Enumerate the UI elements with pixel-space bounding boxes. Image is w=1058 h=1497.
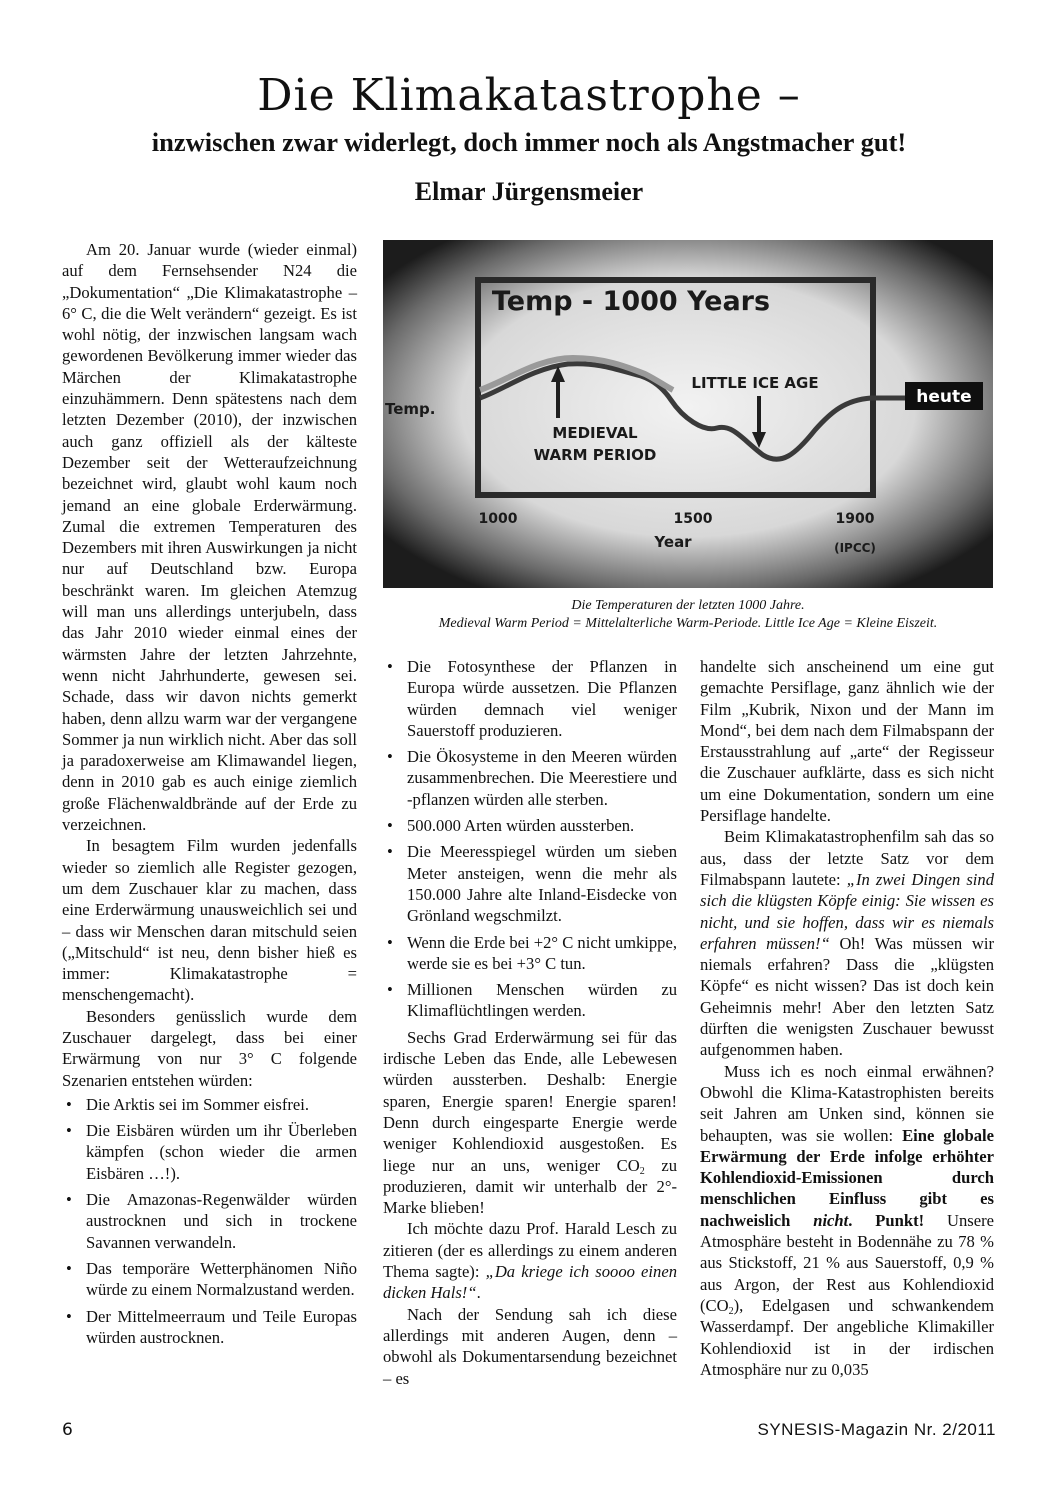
text-run: Beim Klimakatastrophenfilm sah das so aus, dass der letzte Satz vor dem Filmabspann lautete: [700, 827, 994, 889]
list-item: • Das temporäre Wetterphänomen Niño würde zu einem Normalzustand werden. [62, 1258, 357, 1301]
middle-paragraph-2 [383, 1218, 677, 1303]
quote: „In zwei Dingen sind sich die klügsten Köpfe einig: Sie wissen es nicht, und sie hoffen, dass wir es niemals erfahren müssen!“ [700, 869, 994, 953]
list-item: • Wenn die Erde bei +2° C nicht umkippe, werde sie es bei +3° C tun. [383, 932, 677, 975]
caption-line-1: Die Temperaturen der letzten 1000 Jahre. [571, 598, 805, 613]
left-paragraph-1: Am 20. Januar wurde (wieder einmal) auf dem Fernsehsender N24 die „Dokumentation“ „Die Klimakatastrophe – 6° C, die die Welt verändern“ gezeigt. Es ist wohl nötig, der inzwischen langsam wach gewordenen Bevölkerung immer wieder das Märchen der Klimakatastrophe einzuhämmern. Denn spätestens nach dem letzten Dezember (2010), der inzwischen auch ganz offiziell als der kälteste Dezember seit der Wetteraufzeichnung bezeichnet wird, glaubt wohl kaum noch jemand an eine globale Erderwärmung. Zumal die extremen Temperaturen des Dezembers mit ihren Auswirkungen ja nicht nur auf Deutschland bzw. Europa beschränkt waren. Im gleichen Atemzug will man uns allerdings unterjubeln, dass das Jahr 2010 wieder einmal eines der wärmsten Jahre der letzten Jahrzehnte, wenn nicht Jahrhunderte, gewesen sei. Schade, dass wir davon nichts gemerkt haben, denn allzu warm war der vergangene Sommer ja nun wirklich nicht. Aber das soll ja paradoxerweise am Klimawandel liegen, denn in 2010 gab es auch einige ziemlich große Flächenwaldbrände auf der Erde zu verzeichnen. [62, 240, 357, 835]
figure-caption [383, 597, 993, 633]
right-paragraph-3 [700, 1061, 994, 1380]
middle-bullet-list [383, 656, 677, 1022]
emphasis: nicht [813, 1210, 849, 1230]
text-run: Unsere Atmosphäre besteht in Bodennähe zu 78 % aus Stickstoff, 21 % aus Sauerstoff, 0,9 % aus Argon, der Rest aus Kohlendioxid (CO [700, 1210, 995, 1315]
text-run: zu produzieren, damit wir unterhalb der 2°-Marke blieben! [383, 1155, 677, 1218]
text-run: Sechs Grad Erderwärmung sei für das irdische Leben das Ende, alle Lebewesen würden aussterben. Deshalb: Energie sparen, Energie sparen! Energie sparen! Denn durch eingesparte Energie werde weniger Kohlendioxid ausgestoßen. Es liege nur an uns, weniger CO [383, 1027, 677, 1175]
right-column [700, 656, 994, 1380]
list-item: • Die Ökosysteme in den Meeren würden zusammenbrechen. Die Meerestiere und -pflanzen würden alle sterben. [383, 746, 677, 810]
quote: „Da kriege ich soooo einen dicken Hals!“ [383, 1262, 677, 1303]
list-item: • Die Arktis sei im Sommer eisfrei. [62, 1094, 357, 1115]
text-run: Eine globale Erwärmung der Erde infolge erhöhter Kohlendioxid-Emissionen durch menschlichen Einfluss gibt es nachweislich [700, 1125, 994, 1230]
left-paragraph-3: Besonders genüsslich wurde dem Zuschauer dargelegt, dass bei einer Erwärmung von nur 3° C folgende Szenarien entstehen würden: [62, 1006, 357, 1090]
article-subtitle: inzwischen zwar widerlegt, doch immer noch als Angstmacher gut! [151, 127, 907, 157]
subscript: 2 [639, 1165, 645, 1177]
text-run: . [476, 1283, 481, 1303]
page-number: 6 [62, 1420, 73, 1440]
x-tick-label: 1000 [478, 511, 518, 527]
list-item: • 500.000 Arten würden aussterben. [383, 815, 677, 836]
heute-label: heute [916, 387, 972, 407]
middle-paragraph-1 [383, 1027, 677, 1219]
x-tick-label: 1900 [835, 511, 875, 527]
list-item: • Die Amazonas-Regenwälder würden austrocknen und sich in trockene Savannen verwandeln. [62, 1189, 357, 1253]
list-item: • Die Fotosynthese der Pflanzen in Europa würde aussetzen. Die Pflanzen würden demnach viel weniger Sauerstoff produzieren. [383, 656, 677, 741]
temperature-figure [383, 240, 993, 588]
subscript: 2 [728, 1305, 734, 1317]
right-paragraph-1: handelte sich anscheinend um eine gut gemachte Persiflage, ganz ähnlich wie der Film „Kubrik, Nixon und der Mann im Mond“, bei dem nach dem Filmabspann der Erstausstrahlung auf „arte“ der Regisseur die Zuschauer aufklärte, dass es sich nicht um eine Dokumentation, sondern um eine Persiflage handelte. [700, 657, 994, 826]
middle-column [383, 656, 677, 1389]
list-item: • Der Mittelmeerraum und Teile Europas würden austrocknen. [62, 1306, 357, 1349]
text-run: Muss ich es noch einmal erwähnen? Obwohl die Klima-Katastrophisten bereits seit Jahren am Unken sind, können sie behaupten, was sie wollen: [700, 1061, 994, 1145]
mwp-label-line2: WARM PERIOD [533, 446, 657, 464]
left-paragraph-2: In besagtem Film wurden jedenfalls wieder so ziemlich alle Register gezogen, um dem Zuschauer klar zu machen, dass eine Erderwärmung unausweichlich sei und – dass wir Menschen daran mitschuld seien („Mitschuld“ ist neu, denn bisher hieß es immer: Klimakatastrophe = menschengemacht). [62, 836, 357, 1005]
left-column [62, 239, 357, 1353]
magazine-name: SYNESIS-Magazin Nr. 2/2011 [757, 1420, 996, 1439]
x-tick-label: 1500 [673, 511, 713, 527]
temperature-chart-image [383, 240, 993, 588]
list-item: • Millionen Menschen würden zu Klimaflüchtlingen werden. [383, 979, 677, 1022]
text-run: . Punkt! [848, 1210, 925, 1230]
right-paragraph-2 [700, 826, 994, 1060]
caption-line-2: Medieval Warm Period = Mittelalterliche Warm-Periode. Little Ice Age = Kleine Eiszeit. [438, 616, 938, 631]
middle-paragraph-3: Nach der Sendung sah ich diese allerdings mit anderen Augen, denn – obwohl als Dokumentarsendung bezeichnet – es [383, 1304, 677, 1388]
text-run: Oh! Was müssen wir niemals erfahren? Dass die „klügsten Köpfe“ es nicht wissen? Das ist doch kein Geheimnis mehr! Aber den letzten Satz dürften die wenigsten Zuschauer bewusst aufgenommen haben. [700, 933, 994, 1060]
list-item: • Die Meeresspiegel würden um sieben Meter ansteigen, wenn die mehr als 150.000 Jahre alte Inland-Eisdecke von Grönland wegschmilzt. [383, 841, 677, 926]
text-run: ), Edelgasen und schwankendem Wasserdampf. Der angebliche Klimakiller Kohlendioxid ist in der irdischen Atmosphäre nur zu 0,035 [700, 1295, 994, 1379]
article-title: Die Klimakatastrophe – [257, 70, 801, 121]
text-run: Ich möchte dazu Prof. Harald Lesch zu zitieren (der es allerdings zu einem anderen Thema sagte): [383, 1219, 677, 1282]
lia-label: LITTLE ICE AGE [691, 374, 819, 392]
article-author: Elmar Jürgensmeier [414, 177, 644, 206]
source-label: (IPCC) [834, 541, 876, 555]
left-bullet-list [62, 1094, 357, 1348]
y-axis-label: Temp. [385, 400, 436, 418]
mwp-label-line1: MEDIEVAL [552, 424, 638, 442]
x-axis-label: Year [654, 533, 692, 551]
list-item: • Die Eisbären würden um ihr Überleben kämpfen (schon wieder die armen Eisbären …!). [62, 1120, 357, 1184]
chart-title: Temp - 1000 Years [491, 286, 771, 317]
